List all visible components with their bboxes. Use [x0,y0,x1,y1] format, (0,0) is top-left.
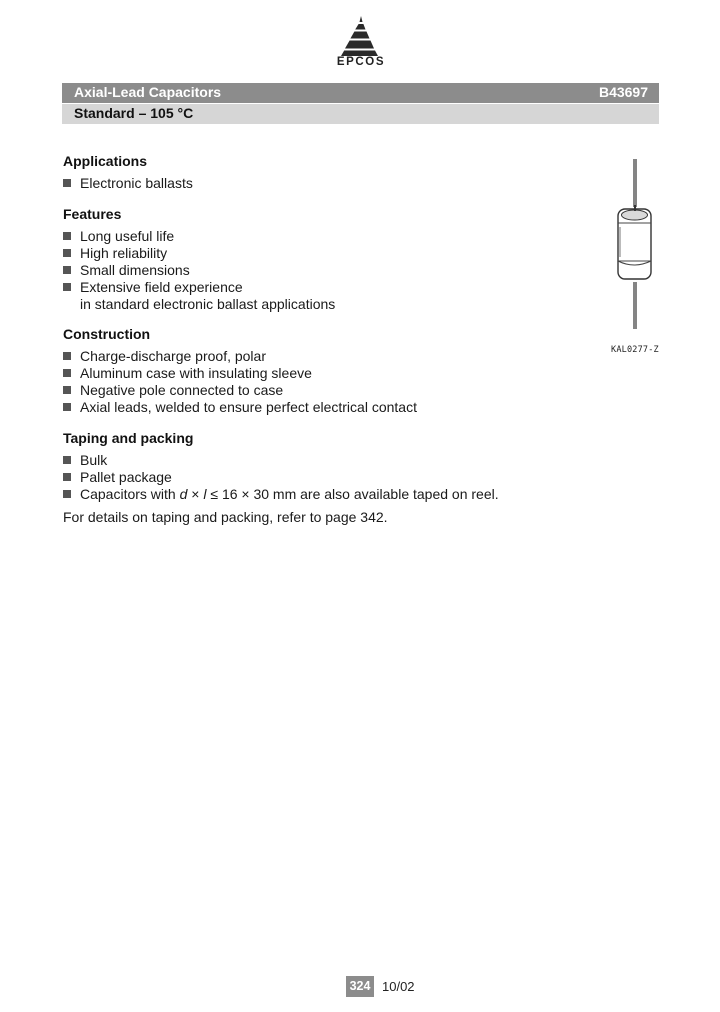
list-item: Small dimensions [63,262,190,278]
product-title: Axial-Lead Capacitors [74,84,222,100]
list-item: Charge-discharge proof, polar [63,348,266,364]
brand-name: EPCOS [336,56,386,68]
epcos-triangle-logo-icon [340,16,382,56]
title-bar [62,83,659,103]
product-subtitle: Standard – 105 °C [74,105,194,121]
bullet-icon [63,179,71,187]
bullet-icon [63,403,71,411]
bullet-icon [63,369,71,377]
list-item-reel: Capacitors with d × l ≤ 16 × 30 mm are also available taped on reel. [63,486,499,502]
list-item-continuation: in standard electronic ballast applications [80,296,336,312]
list-item: Bulk [63,452,107,468]
bullet-icon [63,232,71,240]
list-item: Axial leads, welded to ensure perfect electrical contact [63,399,417,415]
bullet-icon [63,473,71,481]
taping-note: For details on taping and packing, refer to page 342. [63,509,388,525]
subtitle-bar [62,104,659,124]
bullet-icon [63,266,71,274]
list-item: Aluminum case with insulating sleeve [63,365,312,381]
bullet-icon [63,249,71,257]
bullet-icon [63,386,71,394]
bullet-icon [63,456,71,464]
list-item: Long useful life [63,228,174,244]
bullet-icon [63,283,71,291]
list-item: Negative pole connected to case [63,382,283,398]
construction-heading: Construction [63,326,151,342]
list-item: Pallet package [63,469,172,485]
taping-heading: Taping and packing [63,430,194,446]
epcos-logo [326,16,396,72]
applications-heading: Applications [63,153,148,169]
figure-label: KAL0277-Z [611,345,659,355]
axial-capacitor-drawing-icon [604,157,664,332]
list-item: Electronic ballasts [63,175,193,191]
bullet-icon [63,352,71,360]
features-heading: Features [63,206,122,222]
bullet-icon [63,490,71,498]
part-number: B43697 [598,84,648,100]
list-item: High reliability [63,245,167,261]
revision-date: 10/02 [382,979,415,994]
list-item: Extensive field experience [63,279,243,295]
page-number: 324 [346,976,374,997]
